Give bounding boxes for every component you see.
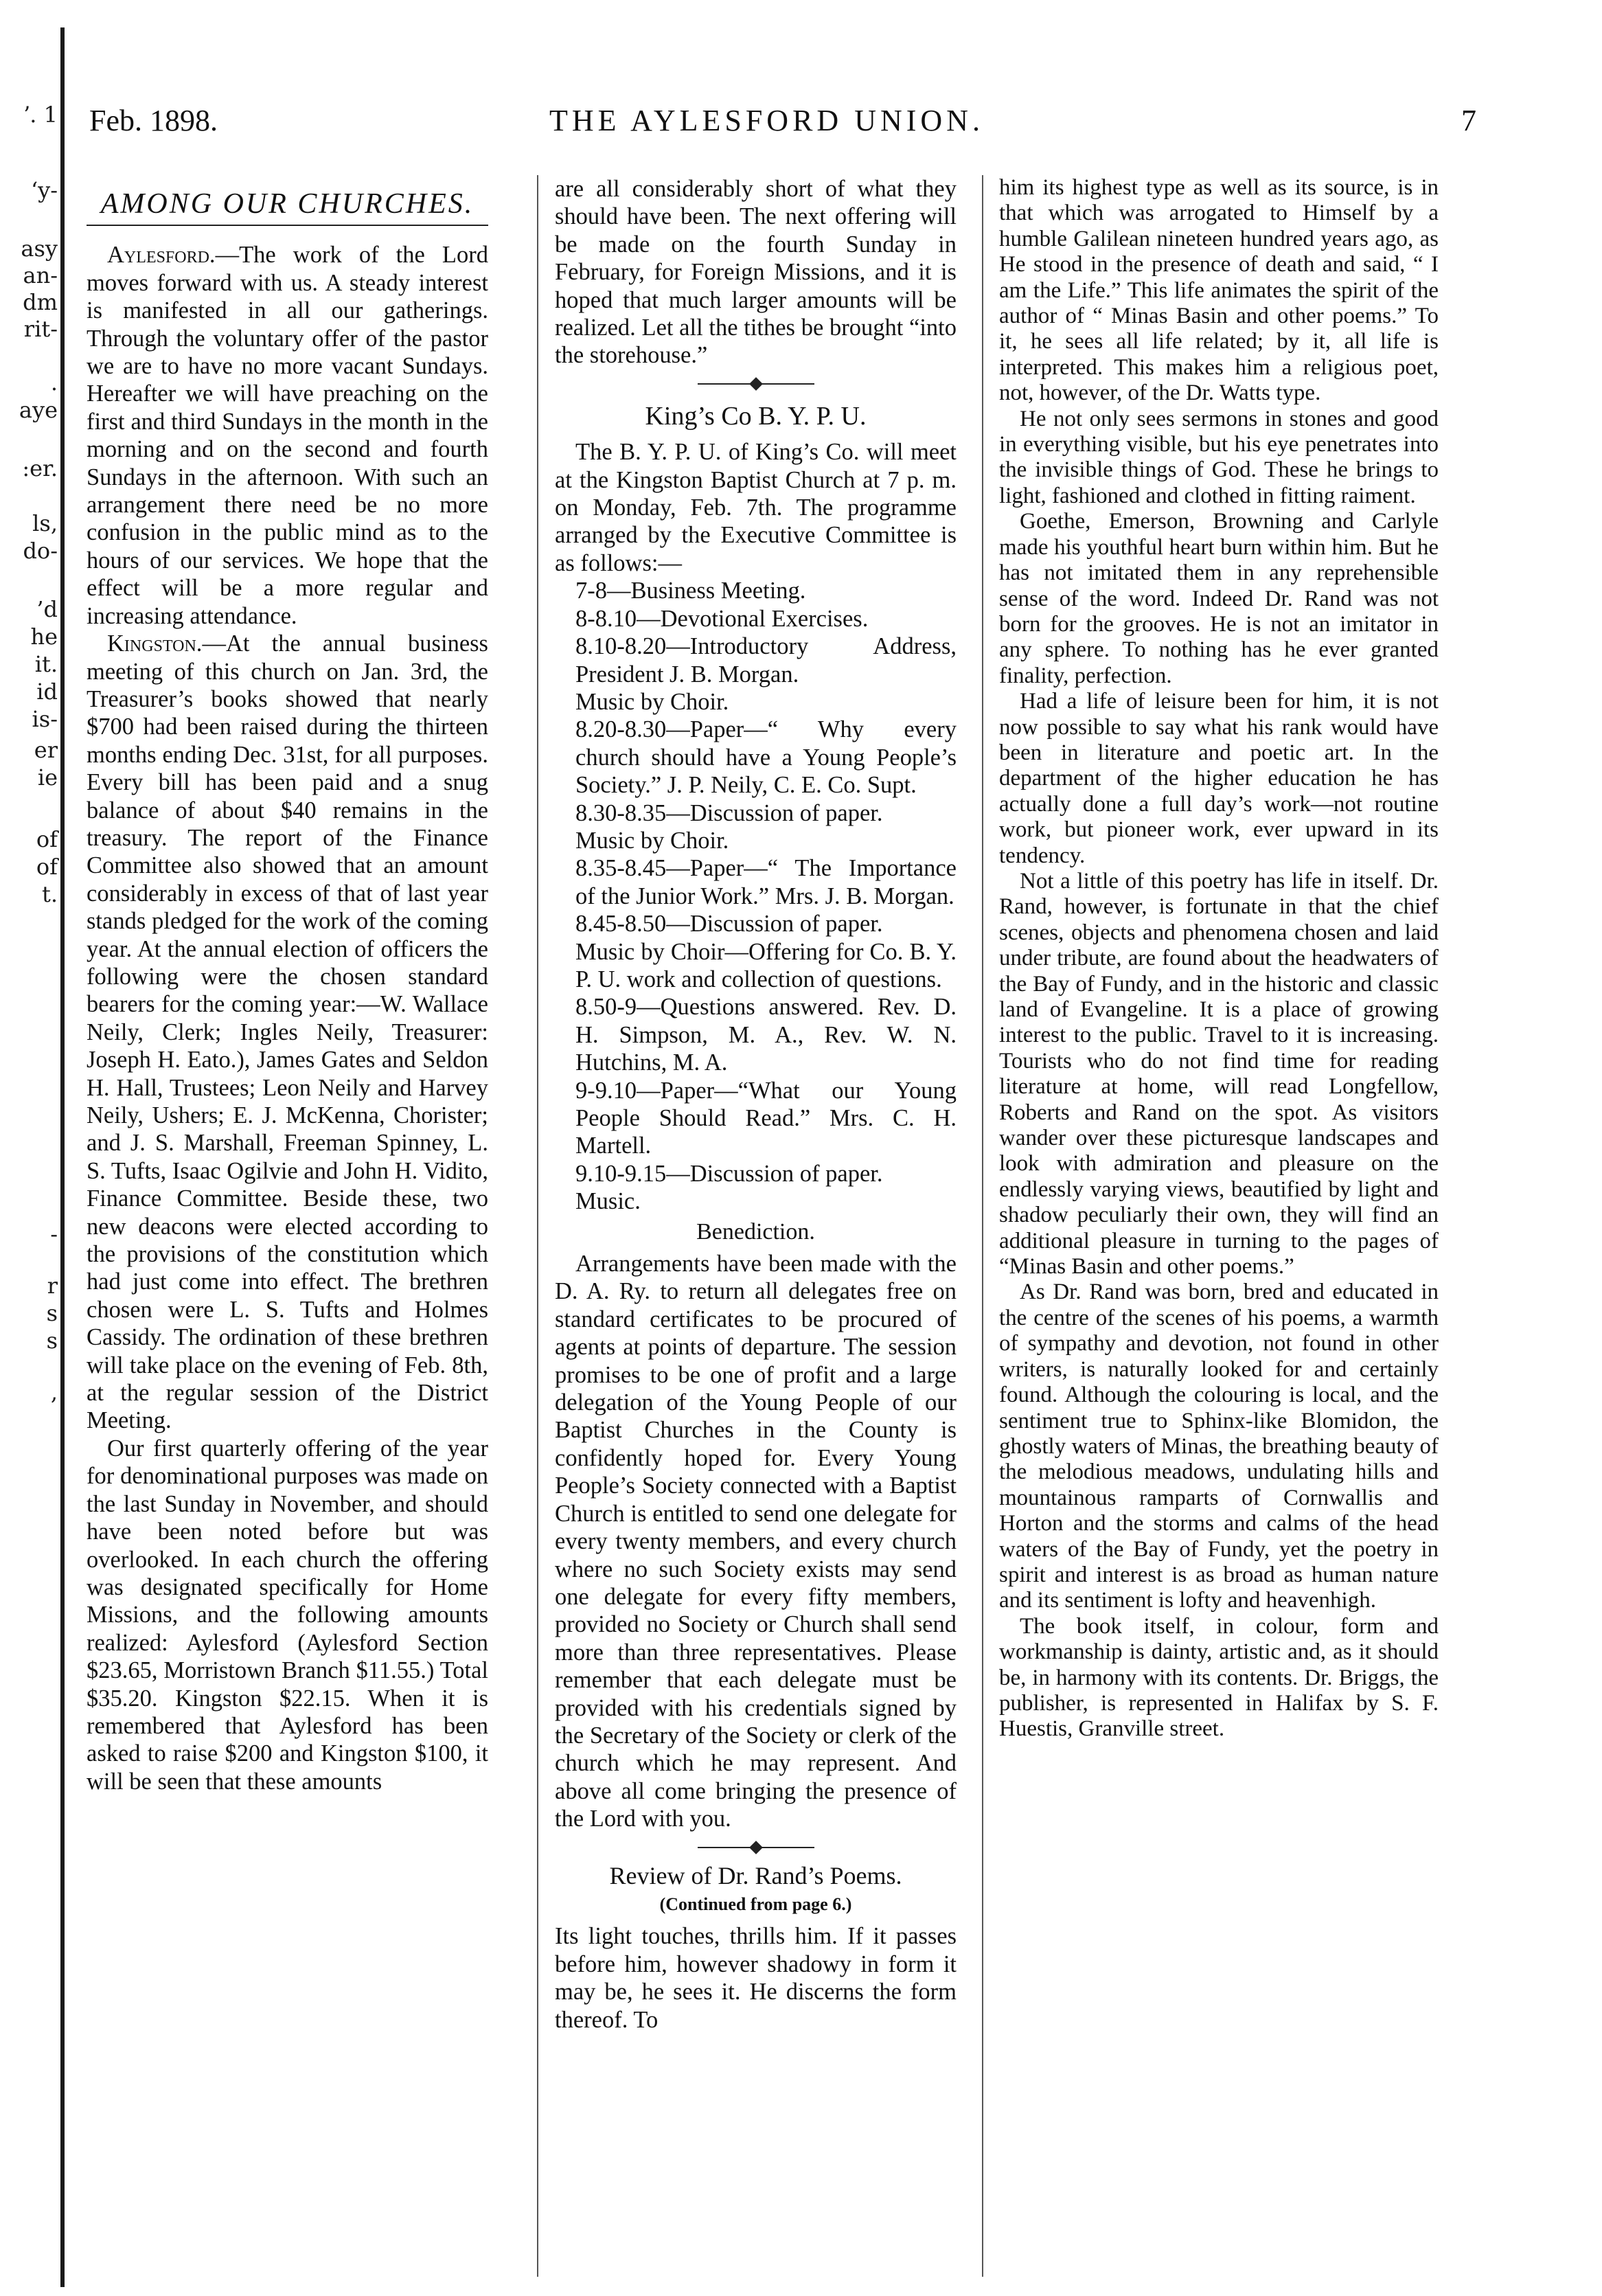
programme-item: 8.10-8.20—Introductory Address, President J. B. Morgan. — [575, 633, 957, 687]
paragraph-lead: Aylesford. — [107, 242, 216, 269]
fragment-text: s — [46, 1300, 58, 1326]
fragment-text: . — [50, 370, 58, 396]
programme-item: 8-8.10—Devotional Exercises. — [575, 605, 869, 632]
review-paragraph: Its light touches, thrills him. If it passes before him, however shadowy in form it may be, he sees it. He discerns the form thereof. To — [555, 1923, 957, 2033]
fragment-text: r — [47, 1273, 58, 1299]
paragraph-lead: Kingston. — [107, 630, 203, 657]
column-rule — [537, 175, 538, 2277]
fragment-text: an- — [23, 262, 58, 288]
fragment-text: dm — [23, 289, 58, 315]
programme-item: Music. — [575, 1188, 641, 1215]
programme-item: Music by Choir. — [575, 827, 729, 854]
programme-item: 8.45-8.50—Discussion of paper. — [575, 911, 883, 937]
paragraph-aylesford — [87, 241, 488, 630]
review-paragraph: Had a life of leisure been for him, it is not now possible to say what his rank would have been in literature and poetic art. In the department of the higher education he has actually done a full day’s work—not routine work, but pioneer work, ever upward in its tendency. — [999, 689, 1439, 868]
programme-item: 9.10-9.15—Discussion of paper. — [575, 1160, 883, 1187]
programme-item: Music by Choir—Offering for Co. B. Y. P. U. work and collection of questions. — [575, 938, 957, 992]
fragment-text: :er. — [22, 455, 58, 481]
review-heading: Review of Dr. Rand’s Poems. — [609, 1861, 902, 1889]
continued-note: (Continued from page 6.) — [659, 1894, 852, 1914]
programme-item: 8.30-8.35—Discussion of paper. — [575, 799, 883, 826]
fragment-text: rit- — [23, 316, 58, 342]
paragraph-kingston — [87, 630, 488, 1435]
fragment-text: aye — [19, 397, 58, 423]
fragment-text: of — [36, 826, 58, 852]
running-header — [89, 103, 1476, 144]
programme-item: 8.20-8.30—Paper—“ Why every church should have a Young People’s Society.” J. P. Neily, C. E. Co. Supt. — [575, 716, 957, 799]
fragment-text: do- — [23, 538, 58, 564]
column-1 — [87, 175, 488, 2277]
fragment-text: ʼ. 1 — [23, 102, 58, 128]
page-number: 7 — [1461, 104, 1476, 137]
column-rule — [982, 175, 983, 2277]
review-paragraph: As Dr. Rand was born, bred and educated in the centre of the scenes of his poems, a warmth of sympathy and devotion, not found in other writers, is naturally looked for and certainly found. Although the colouring is local, and the sentiment true to Sphinx-like Blomidon, the ghostly waters of Minas, the breathing beauty of the melodious meadows, undulating hills and mountainous ramparts of Cornwallis and Horton and the storms and calms of the head waters of the Bay of Fundy, yet the poetry in spirit and interest is as broad as human nature and its sentiment is lofty and heavenhigh. — [999, 1280, 1439, 1613]
review-paragraph: The book itself, in colour, form and workmanship is dainty, artistic and, as it should be, in harmony with its contents. Dr. Briggs, the publisher, is represented in Halifax by S. F. Huestis, Granville street. — [999, 1613, 1439, 1742]
programme-item: 8.35-8.45—Paper—“ The Importance of the Junior Work.” Mrs. J. B. Morgan. — [575, 855, 957, 909]
fragment-text: ’d — [36, 596, 58, 622]
byu-intro: The B. Y. P. U. of King’s Co. will meet at the Kingston Baptist Church at 7 p. m. on Monday, Feb. 7th. The programme arranged by the Executive Committee is as follows:— — [555, 439, 957, 576]
benediction: Benediction. — [696, 1218, 815, 1244]
section-rule — [87, 225, 488, 226]
review-paragraph: him its highest type as well as its source, is in that which was arrogated to Himself by a humble Galilean nineteen hundred years ago, as He stood in the presence of death and said, “ I am the Life.” This life animates the spirit of the author of “ Minas Basin and other poems.” To it, he sees all life related; by it, all life is interpreted. This makes him a religious poet, not, however, of the Dr. Watts type. — [999, 175, 1439, 406]
fragment-text: - — [50, 1221, 58, 1247]
fragment-text: of — [36, 854, 58, 880]
fragment-text: it. — [34, 651, 58, 677]
review-paragraph: Goethe, Emerson, Browning and Carlyle made his youthful heart burn within him. But he has not imitated them in any reprehensible sense of the word. Indeed Dr. Rand was not born for the grooves. He is not an imitator in any sphere. To nothing has he ever granted finality, perfection. — [999, 509, 1439, 688]
programme-item: 9-9.10—Paper—“What our Young People Should Read.” Mrs. C. H. Martell. — [575, 1077, 957, 1159]
issue-date: Feb. 1898. — [89, 104, 218, 137]
programme-item: 8.50-9—Questions answered. Rev. D. H. Simpson, M. A., Rev. W. N. Hutchins, M. A. — [575, 994, 957, 1076]
paragraph-offering — [87, 1435, 488, 1795]
column-3 — [999, 175, 1439, 2277]
paragraph-body: Our first quarterly offering of the year for denominational purposes was made on the last Sunday in November, and should have been noted before but was overlooked. In each church the offering was designated specifically for Home Missions, and the following amounts realized: Aylesford (Aylesford Section $23.65, Morristown Branch $11.55.) Total $35.20. Kingston $22.15. When it is remembered that Aylesford has been asked to raise $200 and Kingston $100, it will be seen that these amounts — [87, 1435, 488, 1795]
binding-rule — [60, 27, 65, 2287]
arrangements-paragraph: Arrangements have been made with the D. A. Ry. to return all delegates free on standard certificates to be procured of agents at points of departure. The session promises to be one of profit and a large delegation of the Young People of our Baptist Churches in the County is confidently hoped for. Every Young People’s Society connected with a Baptist Church is entitled to send one delegate for every twenty members, and every church where no such Society exists may send one delegate for every fifty members, provided no Society or Church shall send more than three representatives. Please remember that each delegate must be provided with his credentials signed by the Secretary of the Society or clerk of the church which he may represent. And above all come bringing the presence of the Lord with you. — [555, 1251, 957, 1832]
fragment-text: er — [34, 737, 58, 763]
fragment-text: t. — [41, 881, 58, 907]
continued-paragraph: are all considerably short of what they should have been. The next offering will be made on the fourth Sunday in February, for Foreign Missions, and it is hoped that much larger amounts will be realized. Let all the tithes be brought “into the storehouse.” — [555, 176, 957, 369]
newspaper-title: THE AYLESFORD UNION. — [549, 104, 984, 137]
fragment-text: is- — [32, 706, 58, 732]
paragraph-body: —At the annual business meeting of this church on Jan. 3rd, the Treasurer’s books showed that nearly $700 had been raised during the thirteen months ending Dec. 31st, for all purposes. Every bill has been paid and a snug balance of about $40 remains in the treasury. The report of the Finance Committee also showed that an amount considerably in excess of that of last year stands pledged for the work of the coming year. At the annual election of officers the following were the chosen standard bearers for the coming year:—W. Wallace Neily, Clerk; Ingles Neily, Treasurer: Joseph H. Eato.), James Gates and Seldon H. Hall, Trustees; Leon Neily and Harvey Neily, Ushers; E. J. McKenna, Chorister; and J. S. Marshall, Freeman Spinney, L. S. Tufts, Isaac Ogilvie and John H. Vidito, Finance Committee. Beside these, two new deacons were elected according to the provisions of the constitution which had just come into effect. The brethren chosen were L. S. Tufts and Holmes Cassidy. The ordination of these brethren will take place on the evening of Feb. 8th, at the regular session of the District Meeting. — [87, 630, 488, 1434]
review-paragraph: Not a little of this poetry has life in itself. Dr. Rand, however, is fortunate in that the chief scenes, objects and phenomena chosen and laid under tribute, are found about the headwaters of the Bay of Fundy, and in the historic and classic land of Evangeline. It is a place of growing interest to the public. Travel to it is increasing. Tourists who do not find time for reading literature at home, will read Longfellow, Roberts and Rand on the spot. As visitors wander over these picturesque landscapes and look with admiration and pleasure on the endlessly varying views, beautified by light and shadow peculiarly their own, they will find an additional pleasure in turning to the pages of “Minas Basin and other poems.” — [999, 868, 1439, 1280]
fragment-text: ie — [37, 764, 58, 791]
section-divider — [698, 1837, 814, 1858]
programme-list — [555, 577, 957, 1215]
programme-item: 7-8—Business Meeting. — [575, 578, 806, 604]
column-2 — [555, 175, 957, 2277]
paragraph-body: —The work of the Lord moves forward with us. A steady interest is manifested in all our gatherings. Through the voluntary offer of the pastor we are to have no more vacant Sundays. Hereafter we will have preaching on the first and third Sundays in the month in the morning and on the second and fourth Sundays in the afternoon. With such an arrangement there need be no more confusion in the public mind as to the hours of our services. We hope that the effect will be a more regular and increasing attendance. — [87, 242, 488, 629]
fragment-text: he — [30, 624, 58, 650]
programme-item: Music by Choir. — [575, 688, 729, 715]
review-paragraph: He not only sees sermons in stones and good in everything visible, but his eye penetrates into the invisible things of God. These he brings to light, fashioned and clothed in fitting raiment. — [999, 406, 1439, 508]
left-gutter — [0, 0, 69, 2296]
fragment-text: ʻy- — [30, 177, 58, 203]
fragment-text: ls, — [32, 510, 58, 536]
fragment-text: s — [46, 1328, 58, 1354]
fragment-text: asy — [21, 236, 58, 262]
section-title: AMONG OUR CHURCHES. — [100, 188, 474, 220]
fragment-text: , — [50, 1379, 58, 1405]
section-divider — [698, 374, 814, 394]
fragment-text: id — [36, 679, 58, 705]
byu-heading: King’s Co B. Y. P. U. — [645, 401, 867, 431]
